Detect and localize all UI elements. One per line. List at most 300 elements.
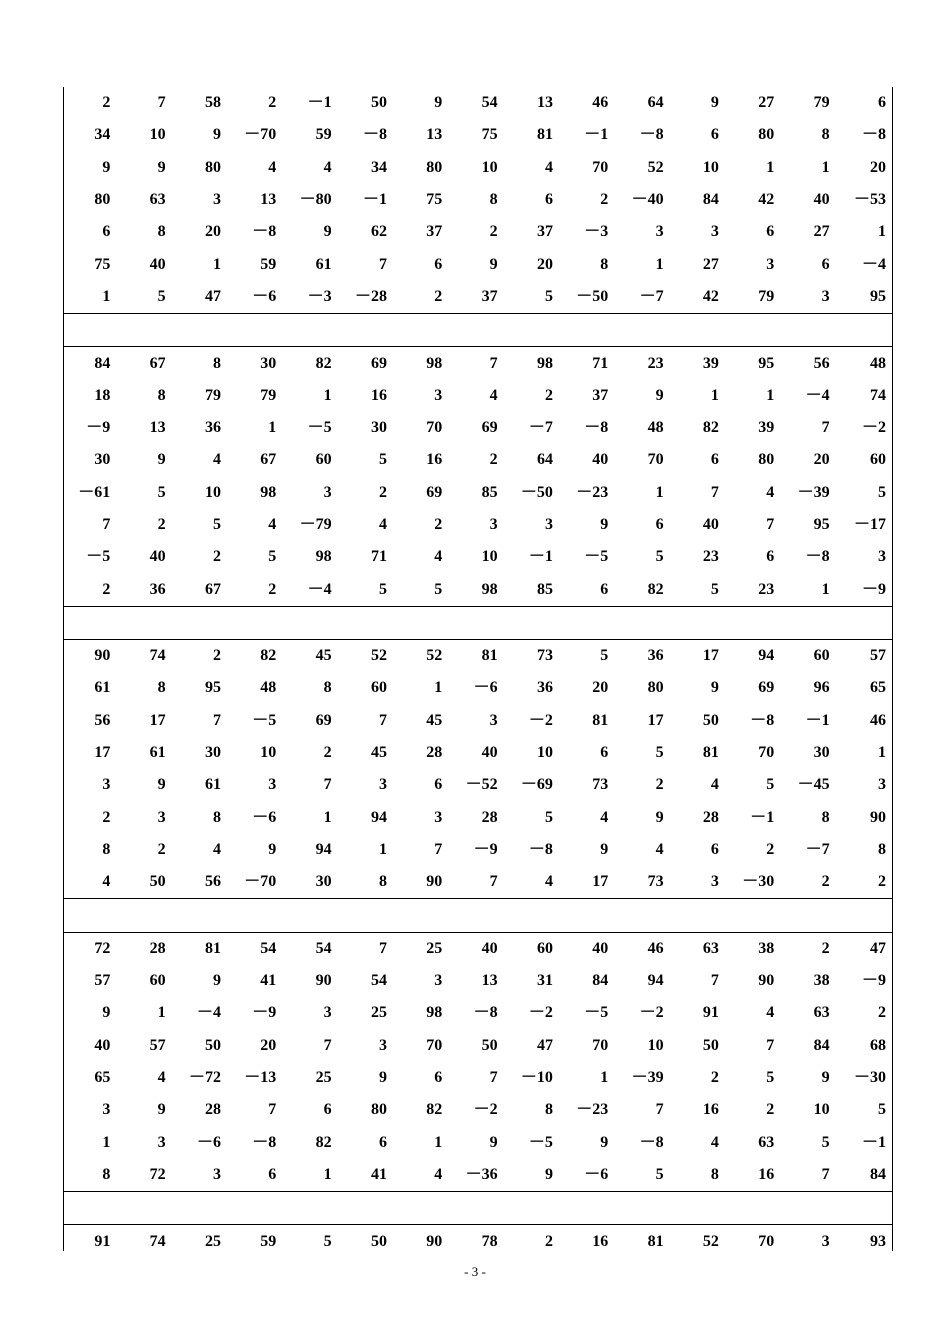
number-cell: 5 [655,548,664,566]
number-cell: 27 [813,223,830,241]
number-cell: 98 [426,354,443,372]
number-cell: 42 [758,191,775,209]
number-cell: 2 [323,744,332,762]
number-cell: 1 [878,744,886,762]
number-cell: 17 [592,873,609,891]
number-cell: －79 [299,516,332,533]
number-cell: 7 [434,840,443,858]
number-cell: －6 [473,679,498,697]
number-cell: 79 [813,94,830,112]
grid-row [64,769,892,801]
number-cell: 2 [212,647,221,665]
number-cell: －7 [639,287,664,305]
number-cell: 67 [260,451,277,469]
number-cell: 67 [149,354,166,372]
number-cell: 2 [378,483,387,501]
number-cell: 80 [94,191,111,209]
number-cell: 9 [212,126,221,144]
number-cell: 62 [370,223,387,241]
number-cell: －7 [528,419,553,437]
number-cell: 54 [260,939,277,957]
number-cell: 94 [647,972,664,990]
number-cell: 59 [315,126,332,144]
number-cell: 47 [870,939,886,957]
number-cell: 70 [426,1036,443,1054]
number-cell: 4 [268,158,277,176]
number-cell: 46 [647,939,664,957]
number-cell: 4 [544,158,553,176]
number-cell: －39 [631,1069,664,1087]
number-cell: 5 [268,548,277,566]
number-cell: 75 [481,126,498,144]
number-cell: 8 [878,840,886,858]
number-cell: 9 [489,255,498,273]
grid-row [64,965,892,997]
number-cell: 85 [481,483,498,501]
grid-row [64,932,892,965]
block-separator [64,1192,892,1225]
number-cell: －70 [244,873,277,891]
number-cell: －50 [576,287,609,305]
number-cell: 3 [821,1232,830,1250]
number-cell: 40 [592,451,609,469]
number-cell: 25 [426,939,443,957]
number-cell: 91 [94,1232,111,1250]
number-cell: 3 [655,223,664,241]
number-cell: 7 [212,711,221,729]
number-cell: 1 [766,386,775,404]
number-cell: －9 [861,580,886,598]
number-cell: 1 [655,255,664,273]
number-cell: 23 [758,580,775,598]
number-cell: 74 [870,386,886,404]
grid-row [64,412,892,444]
number-cell: 94 [370,808,387,826]
number-cell: 20 [260,1036,277,1054]
number-cell: 7 [489,873,498,891]
number-cell: －52 [465,776,498,794]
number-cell: 20 [204,223,221,241]
grid-row [64,119,892,151]
number-cell: 60 [870,451,886,469]
number-cell: 5 [878,483,886,501]
number-cell: 81 [592,711,609,729]
number-cell: 9 [378,1069,387,1087]
number-cell: 10 [647,1036,664,1054]
number-cell: 9 [157,776,166,794]
number-cell: 17 [149,711,166,729]
number-cell: 73 [647,873,664,891]
number-cell: 69 [370,354,387,372]
number-cell: 61 [149,744,166,762]
number-cell: 95 [204,679,221,697]
number-cell: 47 [536,1036,553,1054]
number-cell: 5 [821,1133,830,1151]
number-cell: 7 [157,94,166,112]
number-cell: 6 [434,1069,443,1087]
number-cell: 8 [544,1101,553,1119]
number-cell: 30 [370,419,387,437]
number-cell: 56 [813,354,830,372]
number-cell: 4 [157,1069,166,1087]
number-cell: 4 [655,840,664,858]
block-separator [64,606,892,639]
number-cell: 71 [592,354,609,372]
number-cell: 39 [702,354,719,372]
number-cell: 2 [766,1101,775,1119]
number-cell: 75 [426,191,443,209]
number-cell: 84 [592,972,609,990]
number-cell: 5 [600,647,609,665]
number-cell: 3 [434,808,443,826]
number-cell: 16 [702,1101,719,1119]
number-cell: 7 [710,483,719,501]
number-cell: 8 [212,354,221,372]
number-cell: 5 [434,580,443,598]
number-cell: 1 [323,808,332,826]
number-cell: －50 [520,483,553,501]
number-cell: 37 [426,223,443,241]
number-cell: 27 [758,94,775,112]
number-cell: 46 [592,94,609,112]
number-cell: 40 [481,744,498,762]
number-cell: 20 [813,451,830,469]
number-cell: 8 [378,873,387,891]
number-cell: 98 [315,548,332,566]
number-cell: 9 [212,972,221,990]
number-cell: 4 [434,1165,443,1183]
number-cell: 45 [426,711,443,729]
number-cell: 4 [710,776,719,794]
number-cell: 75 [94,255,111,273]
number-cell: 69 [758,679,775,697]
number-cell: 7 [766,516,775,533]
number-cell: －8 [362,126,387,144]
number-cell: 30 [315,873,332,891]
number-cell: 57 [94,972,111,990]
grid-row [64,1127,892,1159]
number-cell: 60 [813,647,830,665]
number-cell: 16 [426,451,443,469]
number-cell: 3 [157,1133,166,1151]
number-cell: 3 [102,1101,111,1119]
number-cell: 16 [370,386,387,404]
number-cell: 2 [766,840,775,858]
number-cell: 82 [647,580,664,598]
number-cell: －45 [797,776,830,794]
number-cell: 4 [544,873,553,891]
number-cell: 8 [102,1165,111,1183]
number-cell: 2 [878,873,886,891]
number-cell: 7 [323,1036,332,1054]
number-cell: －5 [584,1004,609,1022]
number-cell: 9 [710,679,719,697]
number-cell: 2 [821,939,830,957]
number-cell: －8 [252,1133,277,1151]
number-cell: 6 [102,223,111,241]
number-cell: 5 [544,287,553,305]
number-cell: 42 [702,287,719,305]
number-cell: －72 [188,1069,221,1087]
number-cell: 78 [481,1232,498,1250]
number-cell: －1 [750,808,775,826]
number-cell: 74 [149,1232,166,1250]
number-cell: －1 [584,126,609,144]
number-cell: －2 [861,419,886,437]
number-cell: 95 [813,516,830,533]
number-cell: 8 [600,255,609,273]
number-cell: 4 [378,516,387,533]
number-cell: 9 [157,158,166,176]
grid-row [64,477,892,509]
number-cell: 5 [710,580,719,598]
number-cell: －6 [252,287,277,305]
number-cell: 5 [655,1165,664,1183]
number-cell: 9 [102,1004,111,1022]
number-cell: 60 [370,679,387,697]
number-cell: 1 [600,1069,609,1087]
number-cell: －10 [520,1069,553,1087]
number-cell: 2 [434,287,443,305]
number-cell: 70 [426,419,443,437]
block-separator [64,314,892,347]
number-cell: 70 [592,158,609,176]
number-cell: 41 [260,972,277,990]
number-cell: 8 [821,808,830,826]
number-cell: 7 [821,1165,830,1183]
number-cell: 94 [758,647,775,665]
number-cell: 71 [370,548,387,566]
number-cell: 36 [647,647,664,665]
number-cell: －1 [362,191,387,209]
grid-row [64,184,892,216]
number-cell: 40 [94,1036,111,1054]
number-cell: 63 [702,939,719,957]
number-cell: 9 [157,1101,166,1119]
number-cell: －2 [639,1004,664,1022]
number-cell: 34 [94,126,111,144]
number-cell: －23 [576,1101,609,1119]
number-cell: －8 [528,840,553,858]
number-cell: 4 [766,483,775,501]
number-cell: 3 [102,776,111,794]
number-cell: 40 [702,516,719,533]
number-cell: 13 [536,94,553,112]
number-cell: 7 [489,1069,498,1087]
number-cell: 10 [536,744,553,762]
grid-row [64,1062,892,1094]
number-cell: 8 [157,679,166,697]
grid-row [64,248,892,280]
number-cell: －53 [853,191,886,209]
grid-row [64,541,892,573]
number-cell: 8 [710,1165,719,1183]
number-cell: 4 [710,1133,719,1151]
number-cell: 16 [758,1165,775,1183]
number-cell: 70 [647,451,664,469]
number-cell: 30 [204,744,221,762]
number-cell: 95 [758,354,775,372]
number-cell: 4 [268,516,277,533]
number-cell: 60 [536,939,553,957]
number-cell: 54 [370,972,387,990]
number-cell: －2 [473,1101,498,1119]
number-cell: －9 [86,419,111,437]
number-cell: 39 [758,419,775,437]
number-cell: 13 [149,419,166,437]
separator-cell [64,606,892,639]
number-cell: 6 [544,191,553,209]
number-cell: －2 [528,1004,553,1022]
number-cell: 48 [260,679,277,697]
number-cell: 65 [870,679,886,697]
number-cell: 80 [758,451,775,469]
number-cell: 9 [157,451,166,469]
number-cell: 9 [600,516,609,533]
number-cell: 1 [323,386,332,404]
number-cell: 45 [315,647,332,665]
number-cell: 69 [315,711,332,729]
number-cell: 79 [204,386,221,404]
number-cell: －36 [465,1165,498,1183]
number-cell: 5 [544,808,553,826]
number-cell: 6 [766,223,775,241]
number-cell: 57 [870,647,886,665]
number-cell: 10 [481,548,498,566]
number-cell: 40 [592,939,609,957]
number-cell: －80 [299,191,332,209]
number-cell: 37 [481,287,498,305]
number-cell: 79 [758,287,775,305]
number-cell: 7 [655,1101,664,1119]
number-cell: 7 [102,516,111,533]
number-cell: 69 [426,483,443,501]
number-cell: 34 [370,158,387,176]
number-cell: 8 [489,191,498,209]
number-cell: 8 [157,386,166,404]
number-cell: 70 [758,744,775,762]
number-cell: 45 [370,744,387,762]
number-cell: 82 [702,419,719,437]
number-cell: 5 [766,776,775,794]
number-cell: －5 [252,711,277,729]
number-cell: 1 [102,1133,111,1151]
number-cell: －61 [78,483,111,501]
number-cell: 70 [592,1036,609,1054]
number-cell: 6 [878,94,886,112]
number-cell: 25 [370,1004,387,1022]
number-cell: －8 [584,419,609,437]
number-cell: －4 [196,1004,221,1022]
number-cell: 28 [481,808,498,826]
number-cell: －39 [797,483,830,501]
number-cell: －5 [584,548,609,566]
number-cell: 72 [149,1165,166,1183]
number-cell: 41 [370,1165,387,1183]
separator-cell [64,899,892,932]
number-cell: 1 [268,419,277,437]
number-cell: 4 [212,840,221,858]
number-cell: －8 [639,126,664,144]
number-cell: 6 [655,516,664,533]
number-cell: －6 [584,1165,609,1183]
number-cell: 2 [489,223,498,241]
number-cell: 64 [647,94,664,112]
number-cell: 81 [702,744,719,762]
grid-row [64,216,892,248]
number-cell: 79 [260,386,277,404]
number-cell: －8 [252,223,277,241]
number-cell: －23 [576,483,609,501]
number-cell: 80 [370,1101,387,1119]
number-cell: 25 [204,1232,221,1250]
number-cell: 7 [378,939,387,957]
number-cell: 37 [592,386,609,404]
number-cell: 70 [758,1232,775,1250]
number-cell: －9 [252,1004,277,1022]
number-cell: 28 [204,1101,221,1119]
number-cell: 3 [489,711,498,729]
number-cell: 6 [434,255,443,273]
number-cell: 17 [94,744,111,762]
number-cell: 4 [766,1004,775,1022]
number-cell: 74 [149,647,166,665]
number-cell: 2 [157,516,166,533]
number-cell: 1 [434,1133,443,1151]
number-cell: 6 [600,580,609,598]
number-cell: 63 [149,191,166,209]
number-cell: 80 [758,126,775,144]
number-cell: 98 [536,354,553,372]
number-cell: 68 [870,1036,886,1054]
number-cell: 7 [821,419,830,437]
grid-row [64,640,892,673]
number-cell: －8 [473,1004,498,1022]
number-cell: 9 [655,808,664,826]
number-cell: 90 [426,873,443,891]
number-cell: 48 [647,419,664,437]
number-cell: 98 [426,1004,443,1022]
number-cell: 84 [813,1036,830,1054]
number-cell: 7 [268,1101,277,1119]
number-cell: 80 [647,679,664,697]
number-cell: 2 [212,548,221,566]
number-cell: 3 [434,972,443,990]
page-number: - 3 - [464,1264,486,1279]
number-cell: 28 [149,939,166,957]
number-cell: 6 [378,1133,387,1151]
number-cell: 40 [149,548,166,566]
number-cell: 8 [323,679,332,697]
number-cell: 82 [260,647,277,665]
number-cell: －70 [244,126,277,144]
number-cell: 84 [870,1165,886,1183]
number-cell: 13 [426,126,443,144]
number-cell: 3 [378,776,387,794]
number-cell: 57 [149,1036,166,1054]
number-cell: 27 [702,255,719,273]
grid-row [64,802,892,834]
number-cell: 5 [766,1069,775,1087]
grid-row [64,509,892,541]
number-cell: 2 [489,451,498,469]
number-cell: －7 [805,840,830,858]
number-cell: 4 [323,158,332,176]
number-cell: 60 [149,972,166,990]
number-cell: 10 [260,744,277,762]
number-cell: 2 [655,776,664,794]
number-cell: 6 [766,548,775,566]
